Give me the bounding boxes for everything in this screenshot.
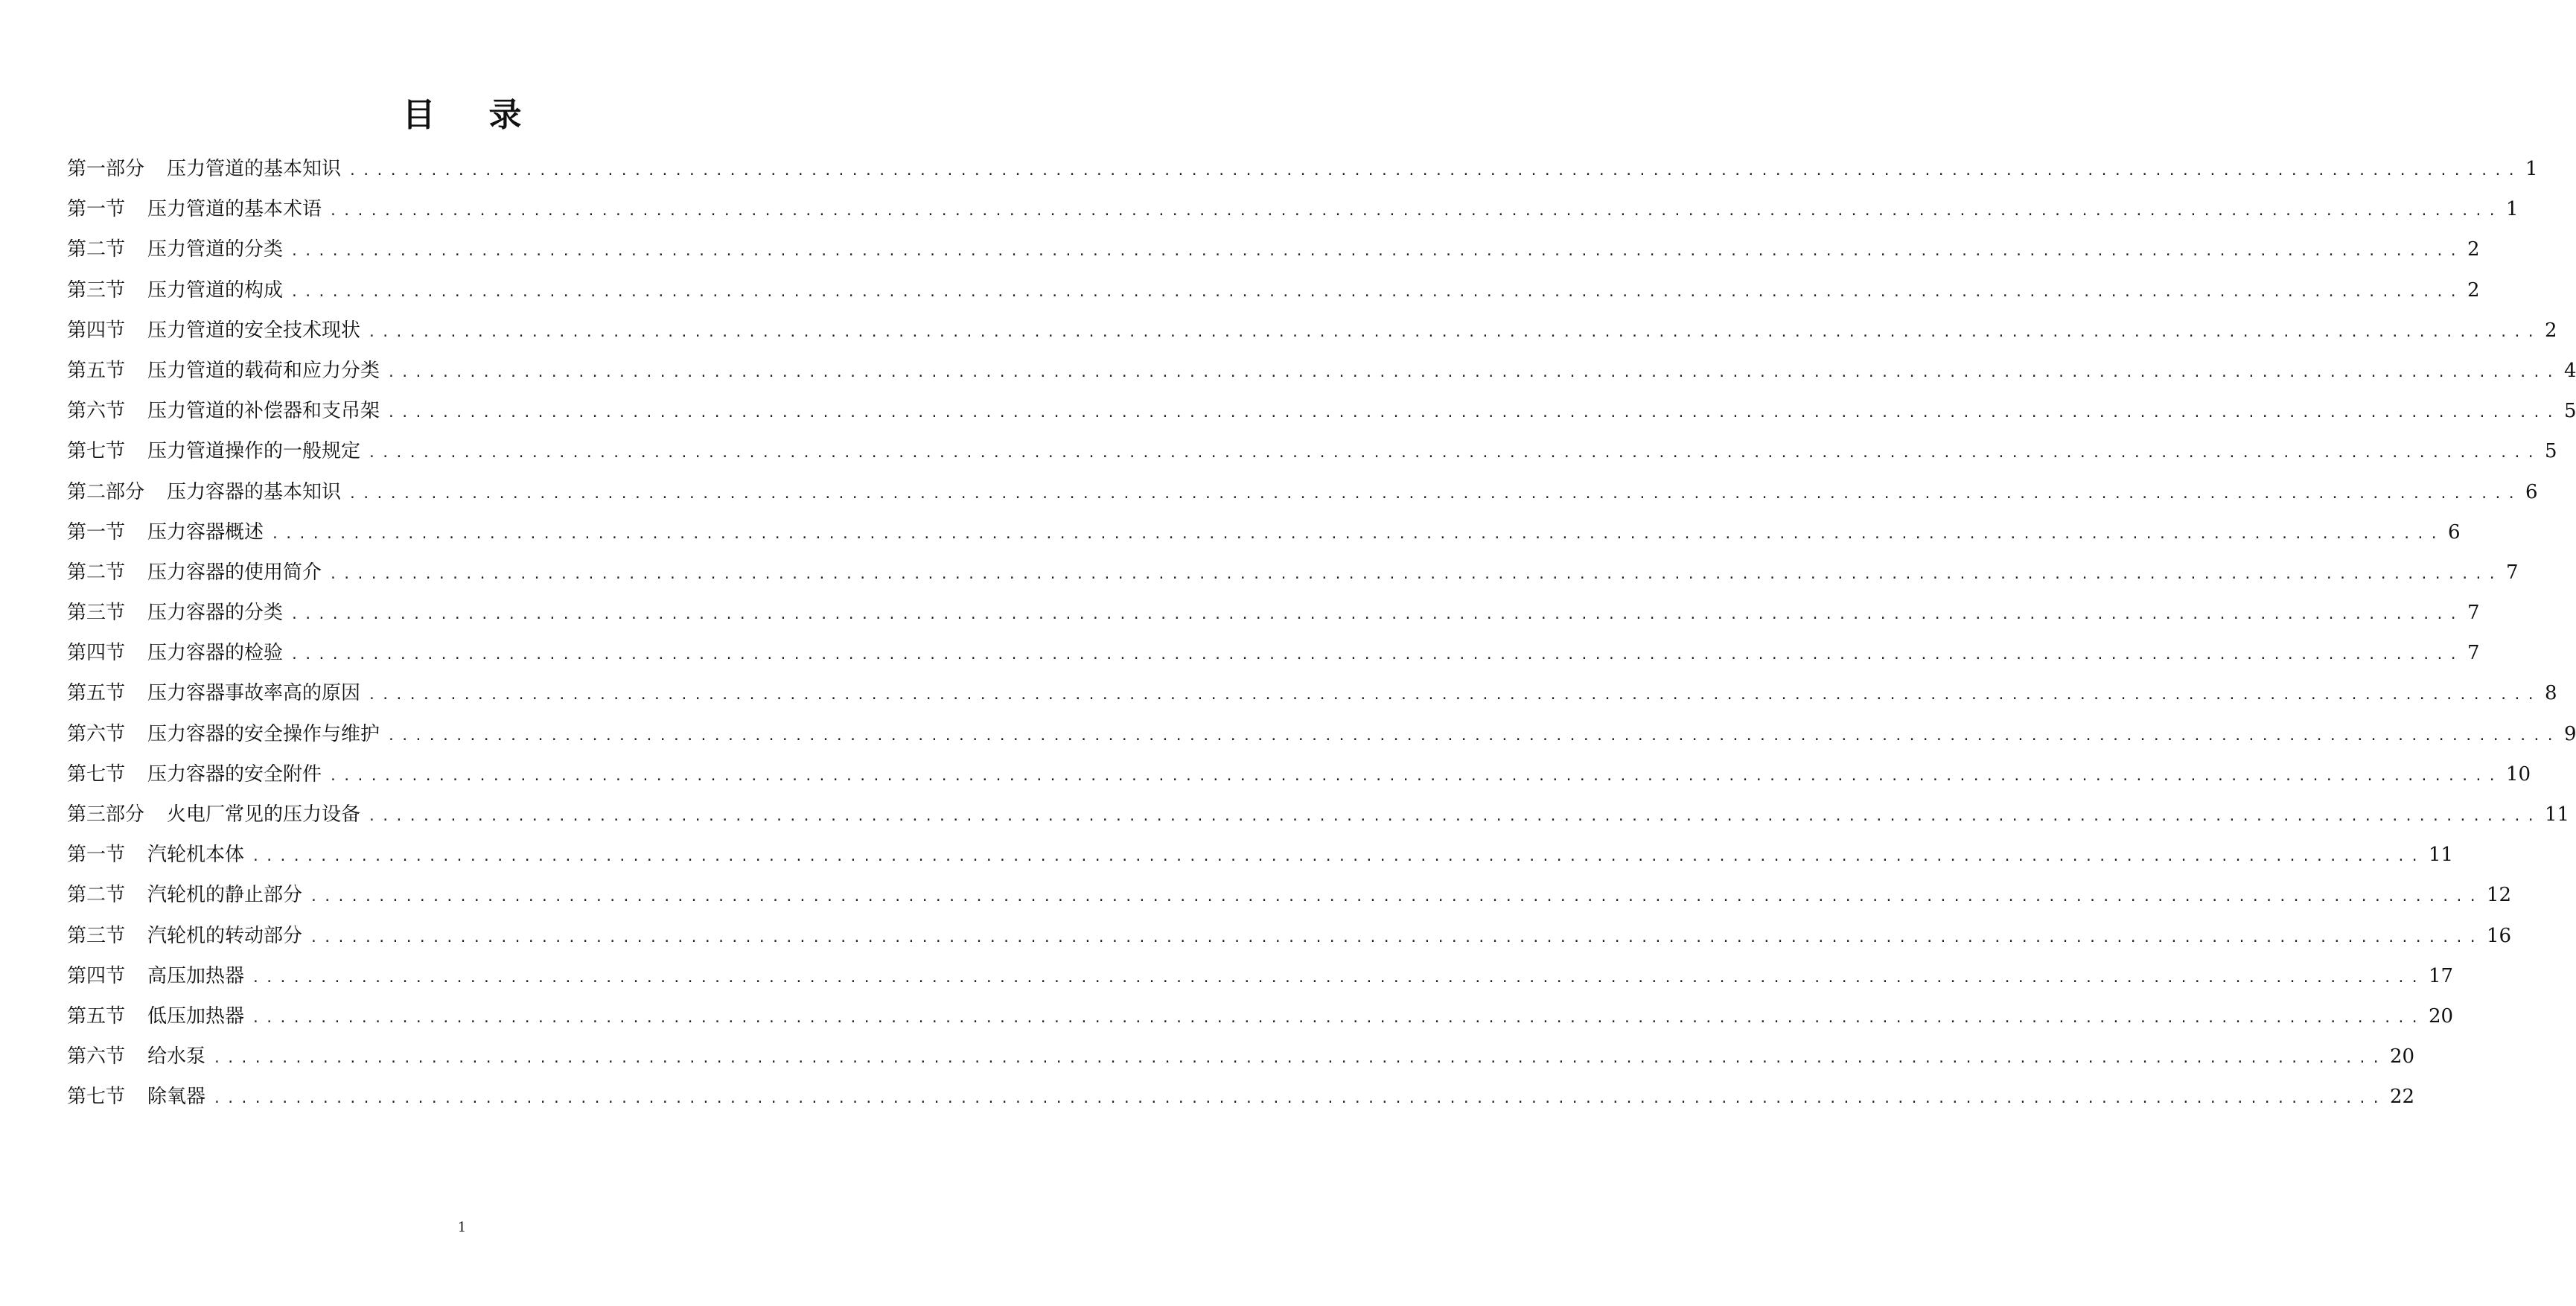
toc-entry-number: 第一节 [67, 520, 126, 544]
toc-entry-page-number: 5 [2563, 400, 2576, 423]
toc-entry-number: 第一节 [67, 198, 126, 221]
toc-entry[interactable] [67, 1082, 2415, 1122]
toc-entry-number: 第六节 [67, 722, 126, 745]
toc-dot-leader: ................................................................................................................................................................ [368, 445, 2540, 462]
toc-entry-number: 第二节 [67, 238, 126, 261]
toc-dot-leader: ................................................................................................................................................................ [387, 727, 2560, 744]
toc-entry[interactable] [67, 396, 2576, 436]
toc-entry[interactable] [67, 154, 2538, 194]
toc-entry-page-number: 12 [2486, 884, 2512, 907]
toc-entry-page-number: 8 [2544, 682, 2557, 705]
toc-dot-leader: ................................................................................................................................................................ [290, 607, 2463, 623]
toc-entry-title: 除氧器 [147, 1086, 206, 1109]
toc-entry-page-number: 2 [2467, 278, 2480, 302]
toc-entry-title: 压力管道的补偿器和支吊架 [147, 400, 380, 423]
toc-dot-leader: ................................................................................................................................................................ [290, 243, 2463, 260]
toc-entry-title: 汽轮机本体 [147, 844, 245, 867]
toc-entry-page-number: 20 [2428, 1004, 2454, 1028]
toc-entry-page-number: 9 [2563, 722, 2576, 745]
toc-entry-number: 第三节 [67, 924, 126, 947]
toc-entry[interactable] [67, 477, 2538, 517]
toc-entry-title: 汽轮机的转动部分 [147, 924, 303, 947]
toc-entry-title: 压力管道的安全技术现状 [147, 319, 361, 342]
toc-entry-number: 第三部分 [67, 803, 145, 826]
toc-entry-page-number: 7 [2467, 602, 2480, 625]
toc-entry-page-number: 2 [2544, 319, 2557, 342]
toc-entry-title: 压力管道的分类 [147, 238, 284, 261]
toc-entry[interactable] [67, 436, 2557, 477]
toc-entry-page-number: 6 [2525, 480, 2538, 503]
toc-entry-page-number: 1 [2525, 158, 2538, 180]
toc-dot-leader: ................................................................................................................................................................ [310, 889, 2482, 905]
toc-entry-number: 第五节 [67, 682, 126, 705]
toc-entry-number: 第一部分 [67, 158, 145, 180]
toc-entry-title: 火电厂常见的压力设备 [167, 803, 361, 826]
toc-dot-leader: ................................................................................................................................................................ [387, 405, 2560, 421]
toc-dot-leader: ................................................................................................................................................................ [271, 526, 2443, 542]
toc-entry-page-number: 11 [2428, 844, 2454, 867]
toc-entry[interactable] [67, 921, 2512, 961]
toc-entry-title: 高压加热器 [147, 964, 245, 987]
toc-entry-number: 第六节 [67, 400, 126, 423]
toc-entry-number: 第二部分 [67, 480, 145, 503]
title-part-1: 目 [402, 96, 436, 134]
toc-entry-page-number: 22 [2389, 1086, 2415, 1109]
toc-entry-page-number: 10 [2505, 762, 2531, 786]
toc-dot-leader: ................................................................................................................................................................ [368, 324, 2540, 340]
toc-entry[interactable] [67, 800, 2570, 840]
toc-entry-number: 第五节 [67, 359, 126, 382]
toc-entry-page-number: 2 [2467, 238, 2480, 261]
toc-entry[interactable] [67, 275, 2480, 316]
toc-entry-title: 压力容器概述 [147, 520, 264, 544]
toc-entry-title: 压力管道的载荷和应力分类 [147, 359, 380, 382]
toc-entry-page-number: 17 [2428, 964, 2454, 987]
table-of-contents [67, 154, 2576, 1123]
toc-entry[interactable] [67, 961, 2454, 1001]
toc-entry-number: 第二节 [67, 884, 126, 907]
toc-dot-leader: ................................................................................................................................................................ [329, 768, 2502, 784]
toc-entry-title: 压力容器的使用简介 [147, 561, 322, 584]
toc-entry-title: 压力管道操作的一般规定 [147, 440, 361, 463]
toc-entry-number: 第五节 [67, 1004, 126, 1028]
toc-entry-title: 压力管道的构成 [147, 278, 284, 302]
toc-entry-number: 第三节 [67, 278, 126, 302]
toc-entry-title: 汽轮机的静止部分 [147, 884, 303, 907]
toc-entry[interactable] [67, 880, 2512, 920]
toc-dot-leader: ................................................................................................................................................................ [213, 1051, 2385, 1067]
toc-dot-leader: ................................................................................................................................................................ [387, 364, 2560, 380]
toc-entry-title: 给水泵 [147, 1045, 206, 1068]
toc-entry-title: 压力容器的安全附件 [147, 762, 322, 786]
toc-entry-page-number: 11 [2544, 803, 2570, 826]
toc-entry[interactable] [67, 235, 2480, 275]
toc-entry-title: 压力容器的基本知识 [167, 480, 342, 503]
toc-entry[interactable] [67, 759, 2531, 800]
toc-entry-title: 压力管道的基本知识 [167, 158, 342, 180]
toc-entry-number: 第七节 [67, 1086, 126, 1109]
toc-entry-title: 压力容器事故率高的原因 [147, 682, 361, 705]
toc-dot-leader: ................................................................................................................................................................ [310, 929, 2482, 946]
toc-entry-title: 低压加热器 [147, 1004, 245, 1028]
toc-entry-title: 压力容器的检验 [147, 642, 284, 665]
toc-dot-leader: ................................................................................................................................................................ [329, 566, 2502, 582]
toc-dot-leader: ................................................................................................................................................................ [252, 1010, 2424, 1026]
toc-entry[interactable] [67, 1001, 2454, 1042]
toc-entry-page-number: 1 [2505, 198, 2519, 221]
toc-entry[interactable] [67, 558, 2519, 598]
toc-entry-number: 第三节 [67, 602, 126, 625]
toc-entry-page-number: 6 [2447, 520, 2461, 544]
toc-entry-page-number: 7 [2467, 642, 2480, 665]
page-title [0, 88, 924, 136]
toc-entry-number: 第六节 [67, 1045, 126, 1068]
toc-entry-page-number: 7 [2505, 561, 2519, 584]
toc-dot-leader: ................................................................................................................................................................ [213, 1091, 2385, 1107]
toc-entry[interactable] [67, 194, 2519, 235]
toc-dot-leader: ................................................................................................................................................................ [348, 485, 2521, 502]
toc-dot-leader: ................................................................................................................................................................ [368, 687, 2540, 704]
toc-entry-number: 第四节 [67, 642, 126, 665]
toc-entry-page-number: 16 [2486, 924, 2512, 947]
toc-entry-title: 压力管道的基本术语 [147, 198, 322, 221]
toc-dot-leader: ................................................................................................................................................................ [252, 849, 2424, 865]
toc-entry[interactable] [67, 678, 2557, 719]
toc-dot-leader: ................................................................................................................................................................ [348, 163, 2521, 179]
toc-entry-number: 第四节 [67, 964, 126, 987]
toc-entry-title: 压力容器的安全操作与维护 [147, 722, 380, 745]
toc-entry[interactable] [67, 719, 2576, 759]
toc-entry-number: 第四节 [67, 319, 126, 342]
toc-entry-page-number: 5 [2544, 440, 2557, 463]
toc-entry-title: 压力容器的分类 [147, 602, 284, 625]
toc-dot-leader: ................................................................................................................................................................ [368, 809, 2540, 824]
footer-page-number: 1 [457, 1220, 467, 1235]
toc-dot-leader: ................................................................................................................................................................ [290, 284, 2463, 300]
toc-entry[interactable] [67, 316, 2557, 356]
toc-entry[interactable] [67, 598, 2480, 638]
toc-entry-page-number: 20 [2389, 1045, 2415, 1068]
toc-entry[interactable] [67, 1042, 2415, 1082]
toc-entry-number: 第七节 [67, 440, 126, 463]
toc-dot-leader: ................................................................................................................................................................ [252, 969, 2424, 986]
toc-entry[interactable] [67, 840, 2454, 880]
toc-entry[interactable] [67, 638, 2480, 678]
toc-dot-leader: ................................................................................................................................................................ [329, 203, 2502, 220]
toc-entry-number: 第二节 [67, 561, 126, 584]
title-part-2: 录 [488, 96, 522, 134]
toc-entry[interactable] [67, 517, 2461, 558]
toc-entry-number: 第一节 [67, 844, 126, 867]
toc-entry-number: 第七节 [67, 762, 126, 786]
toc-dot-leader: ................................................................................................................................................................ [290, 647, 2463, 663]
toc-entry[interactable] [67, 356, 2576, 396]
toc-entry-page-number: 4 [2563, 359, 2576, 382]
